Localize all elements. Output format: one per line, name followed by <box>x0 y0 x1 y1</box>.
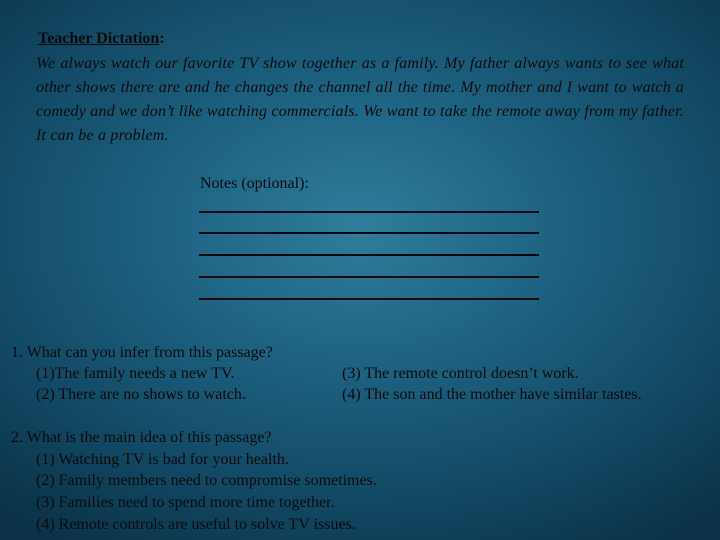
question-2-option-3: (3) Families need to spend more time together. <box>36 494 335 511</box>
question-1-option-4: (4) The son and the mother have similar tastes. <box>342 386 642 403</box>
note-line-1 <box>199 211 539 213</box>
question-1-prompt: 1. What can you infer from this passage? <box>11 344 273 361</box>
question-2-option-1: (1) Watching TV is bad for your health. <box>36 451 289 468</box>
question-1-option-3: (3) The remote control doesn’t work. <box>342 365 579 382</box>
question-1-option-2: (2) There are no shows to watch. <box>36 386 246 403</box>
question-2-option-2: (2) Family members need to compromise sometimes. <box>36 472 377 489</box>
dictation-title-colon: : <box>159 30 165 47</box>
dictation-passage: We always watch our favorite TV show together as a family. My father always wants to see what other shows there are and he changes the channel all the time. My mother and I want to watch a comedy and we don’t like watching commercials. We want to take the remote away from my father. It can be a problem. <box>36 55 684 144</box>
dictation-title <box>38 29 165 49</box>
note-line-4 <box>199 276 539 278</box>
note-line-5 <box>199 298 539 300</box>
notes-label: Notes (optional): <box>200 175 309 192</box>
note-line-2 <box>199 232 539 234</box>
question-2-option-4: (4) Remote controls are useful to solve TV issues. <box>36 516 356 533</box>
note-line-3 <box>199 254 539 256</box>
question-1-option-1: (1)The family needs a new TV. <box>36 365 235 382</box>
question-2-prompt: 2. What is the main idea of this passage? <box>11 429 272 446</box>
dictation-title-label: Teacher Dictation <box>38 30 160 47</box>
